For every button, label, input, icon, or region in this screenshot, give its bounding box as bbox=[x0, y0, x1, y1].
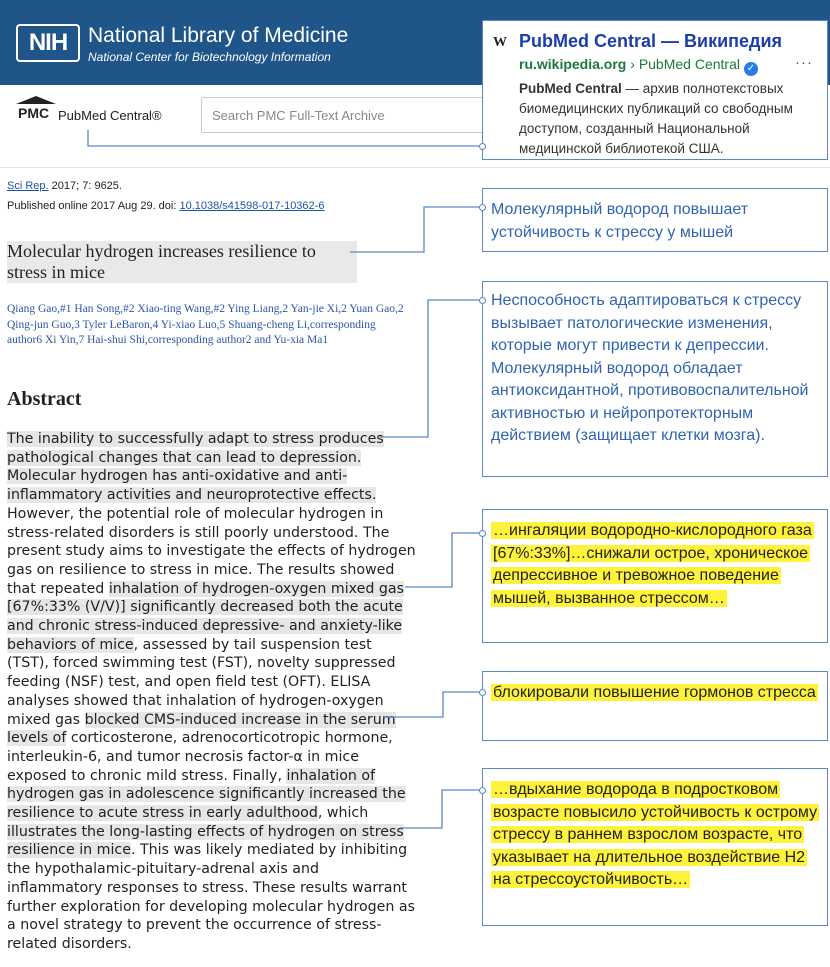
author-list[interactable]: Qiang Gao,#1 Han Song,#2 Xiao-ting Wang,#2 Ying Liang,2 Yan-jie Xi,2 Yuan Gao,2 Qing-jun Guo,3 Tyler LeBaron,4 Yi-xiao Luo,5 Shuang-cheng Li,corresponding author6 Xi Yin,7 Hai-shui Shi,corresponding author2 and Yu-xia Ma1 bbox=[7, 303, 404, 346]
wikipedia-snippet bbox=[519, 79, 819, 159]
callout-3-wrap bbox=[491, 520, 819, 610]
citation-rest: 2017; 7: 9625. bbox=[48, 180, 122, 192]
callout-5-wrap bbox=[491, 779, 819, 892]
verified-icon: ✓ bbox=[744, 62, 758, 76]
journal-link[interactable]: Sci Rep. bbox=[7, 180, 49, 192]
nih-logo[interactable]: NIH bbox=[16, 24, 80, 62]
abstract-heading: Abstract bbox=[7, 388, 82, 410]
abstract-highlight-2: inhalation of hydrogen-oxygen mixed gas [67%:33% (V/V)] significantly decreased both the acute and chronic stress-induced depressive- and anxiety-like behaviors of mice bbox=[7, 580, 404, 653]
callout-1-text: Молекулярный водород повышает устойчивость к стрессу у мышей bbox=[491, 201, 749, 241]
callout-adolescence-translation bbox=[482, 768, 828, 926]
callout-inhalation-translation bbox=[482, 509, 828, 643]
published-prefix: Published online 2017 Aug 29. doi: bbox=[7, 200, 180, 212]
wikipedia-title[interactable]: PubMed Central — Википедия bbox=[519, 31, 783, 51]
doi-link[interactable]: 10.1038/s41598-017-10362-6 bbox=[179, 200, 325, 212]
connector-dot bbox=[479, 204, 486, 211]
callout-3-text: …ингаляции водородно-кислородного газа [67%:33%]…снижали острое, хроническое депрессивное и тревожное поведение мышей, вызванное стрессом… bbox=[493, 522, 812, 607]
abstract-part-10: . This was likely mediated by inhibiting the hypothalamic-pituitary-adrenal axis and inflammatory responses to stress. These results warrant further exploration for developing molecular hydrogen as a novel strategy to prevent the occurrence of stress-related disorders. bbox=[7, 842, 415, 952]
wikipedia-url: ru.wikipedia.org › PubMed Central ✓ bbox=[519, 56, 758, 76]
callout-4-text: блокировали повышение гормонов стресса bbox=[493, 684, 816, 701]
connector-adolescence bbox=[400, 790, 482, 828]
connector-hormones bbox=[383, 692, 482, 717]
callout-2-text: Неспособность адаптироваться к стрессу вызывает патологические изменения, которые могут привести к депрессии. Молекулярный водород обладает антиоксидантной, противовоспалительной активностью и нейропротекторным действием (защищает клетки мозга). bbox=[491, 292, 809, 444]
pmc-name[interactable]: PubMed Central® bbox=[58, 108, 162, 123]
abstract-part-6: corticosterone, adrenocorticotropic hormone, interleukin-6, and tumor necrosis factor-α in mice exposed to chronic mild stress. Finally, bbox=[7, 730, 393, 784]
callout-intro-translation bbox=[482, 281, 828, 477]
connector-dot bbox=[479, 143, 486, 150]
callout-5-text: …вдыхание водорода в подростковом возрасте повысило устойчивость к острому стрессу в раннем взрослом возрасте, что указывает на длительное воздействие H2 на стрессоустойчивость… bbox=[493, 781, 818, 888]
connector-dot bbox=[479, 530, 486, 537]
abstract-part-4: , assessed by tail suspension test (TST), forced swimming test (FST), novelty suppressed feeding (NSF) test, and open field test (OFT). ELISA analyses showed that inhalation of hydrogen-oxygen mixed gas bbox=[7, 636, 396, 728]
abstract-highlight-4: inhalation of hydrogen gas in adolescence significantly increased the resilience to acute stress in early adulthood bbox=[7, 767, 406, 822]
wikipedia-callout[interactable] bbox=[482, 20, 828, 160]
article-title: Molecular hydrogen increases resilience to stress in mice bbox=[7, 241, 357, 283]
connector-title bbox=[350, 207, 482, 252]
pmc-logo-text: PMC bbox=[18, 105, 50, 121]
connector-inhalation bbox=[405, 533, 482, 587]
wikipedia-domain: ru.wikipedia.org bbox=[519, 56, 627, 72]
connector-dot bbox=[479, 297, 486, 304]
abstract-highlight-1: The inability to successfully adapt to stress produces pathological changes that can lead to depression. Molecular hydrogen has anti-oxidative and anti-inflammatory activities and neuroprotective effects. bbox=[7, 431, 384, 504]
connector-wiki bbox=[88, 130, 482, 146]
abstract-part-2: However, the potential role of molecular hydrogen in stress-related disorders is still poorly understood. The present study aims to investigate the effects of hydrogen gas on resilience to stress in mice. The results showed that repeated bbox=[7, 505, 416, 597]
wikipedia-icon: W bbox=[493, 35, 507, 50]
wikipedia-snippet-text: — архив полнотекстовых биомедицинских публикаций со свободным доступом, созданный Национальной медицинской библиотекой США. bbox=[519, 81, 793, 156]
abstract-part-8: , which bbox=[317, 805, 369, 822]
callout-title-translation bbox=[482, 188, 828, 252]
wikipedia-site: PubMed Central bbox=[638, 56, 740, 72]
abstract-highlight-3: blocked CMS-induced increase in the serum levels of bbox=[7, 711, 396, 747]
wikipedia-snippet-bold: PubMed Central bbox=[519, 81, 622, 96]
more-options-icon[interactable]: ··· bbox=[795, 54, 813, 71]
connector-dot bbox=[479, 689, 486, 696]
connector-dot bbox=[479, 787, 486, 794]
abstract-highlight-5: illustrates the long-lasting effects of hydrogen on stress resilience in mice bbox=[7, 823, 404, 859]
nlm-subtitle: National Center for Biotechnology Information bbox=[88, 50, 331, 64]
connector-intro bbox=[380, 300, 482, 437]
callout-hormones-translation bbox=[482, 671, 828, 741]
callout-4-wrap bbox=[491, 682, 819, 705]
nlm-title[interactable]: National Library of Medicine bbox=[88, 24, 349, 47]
